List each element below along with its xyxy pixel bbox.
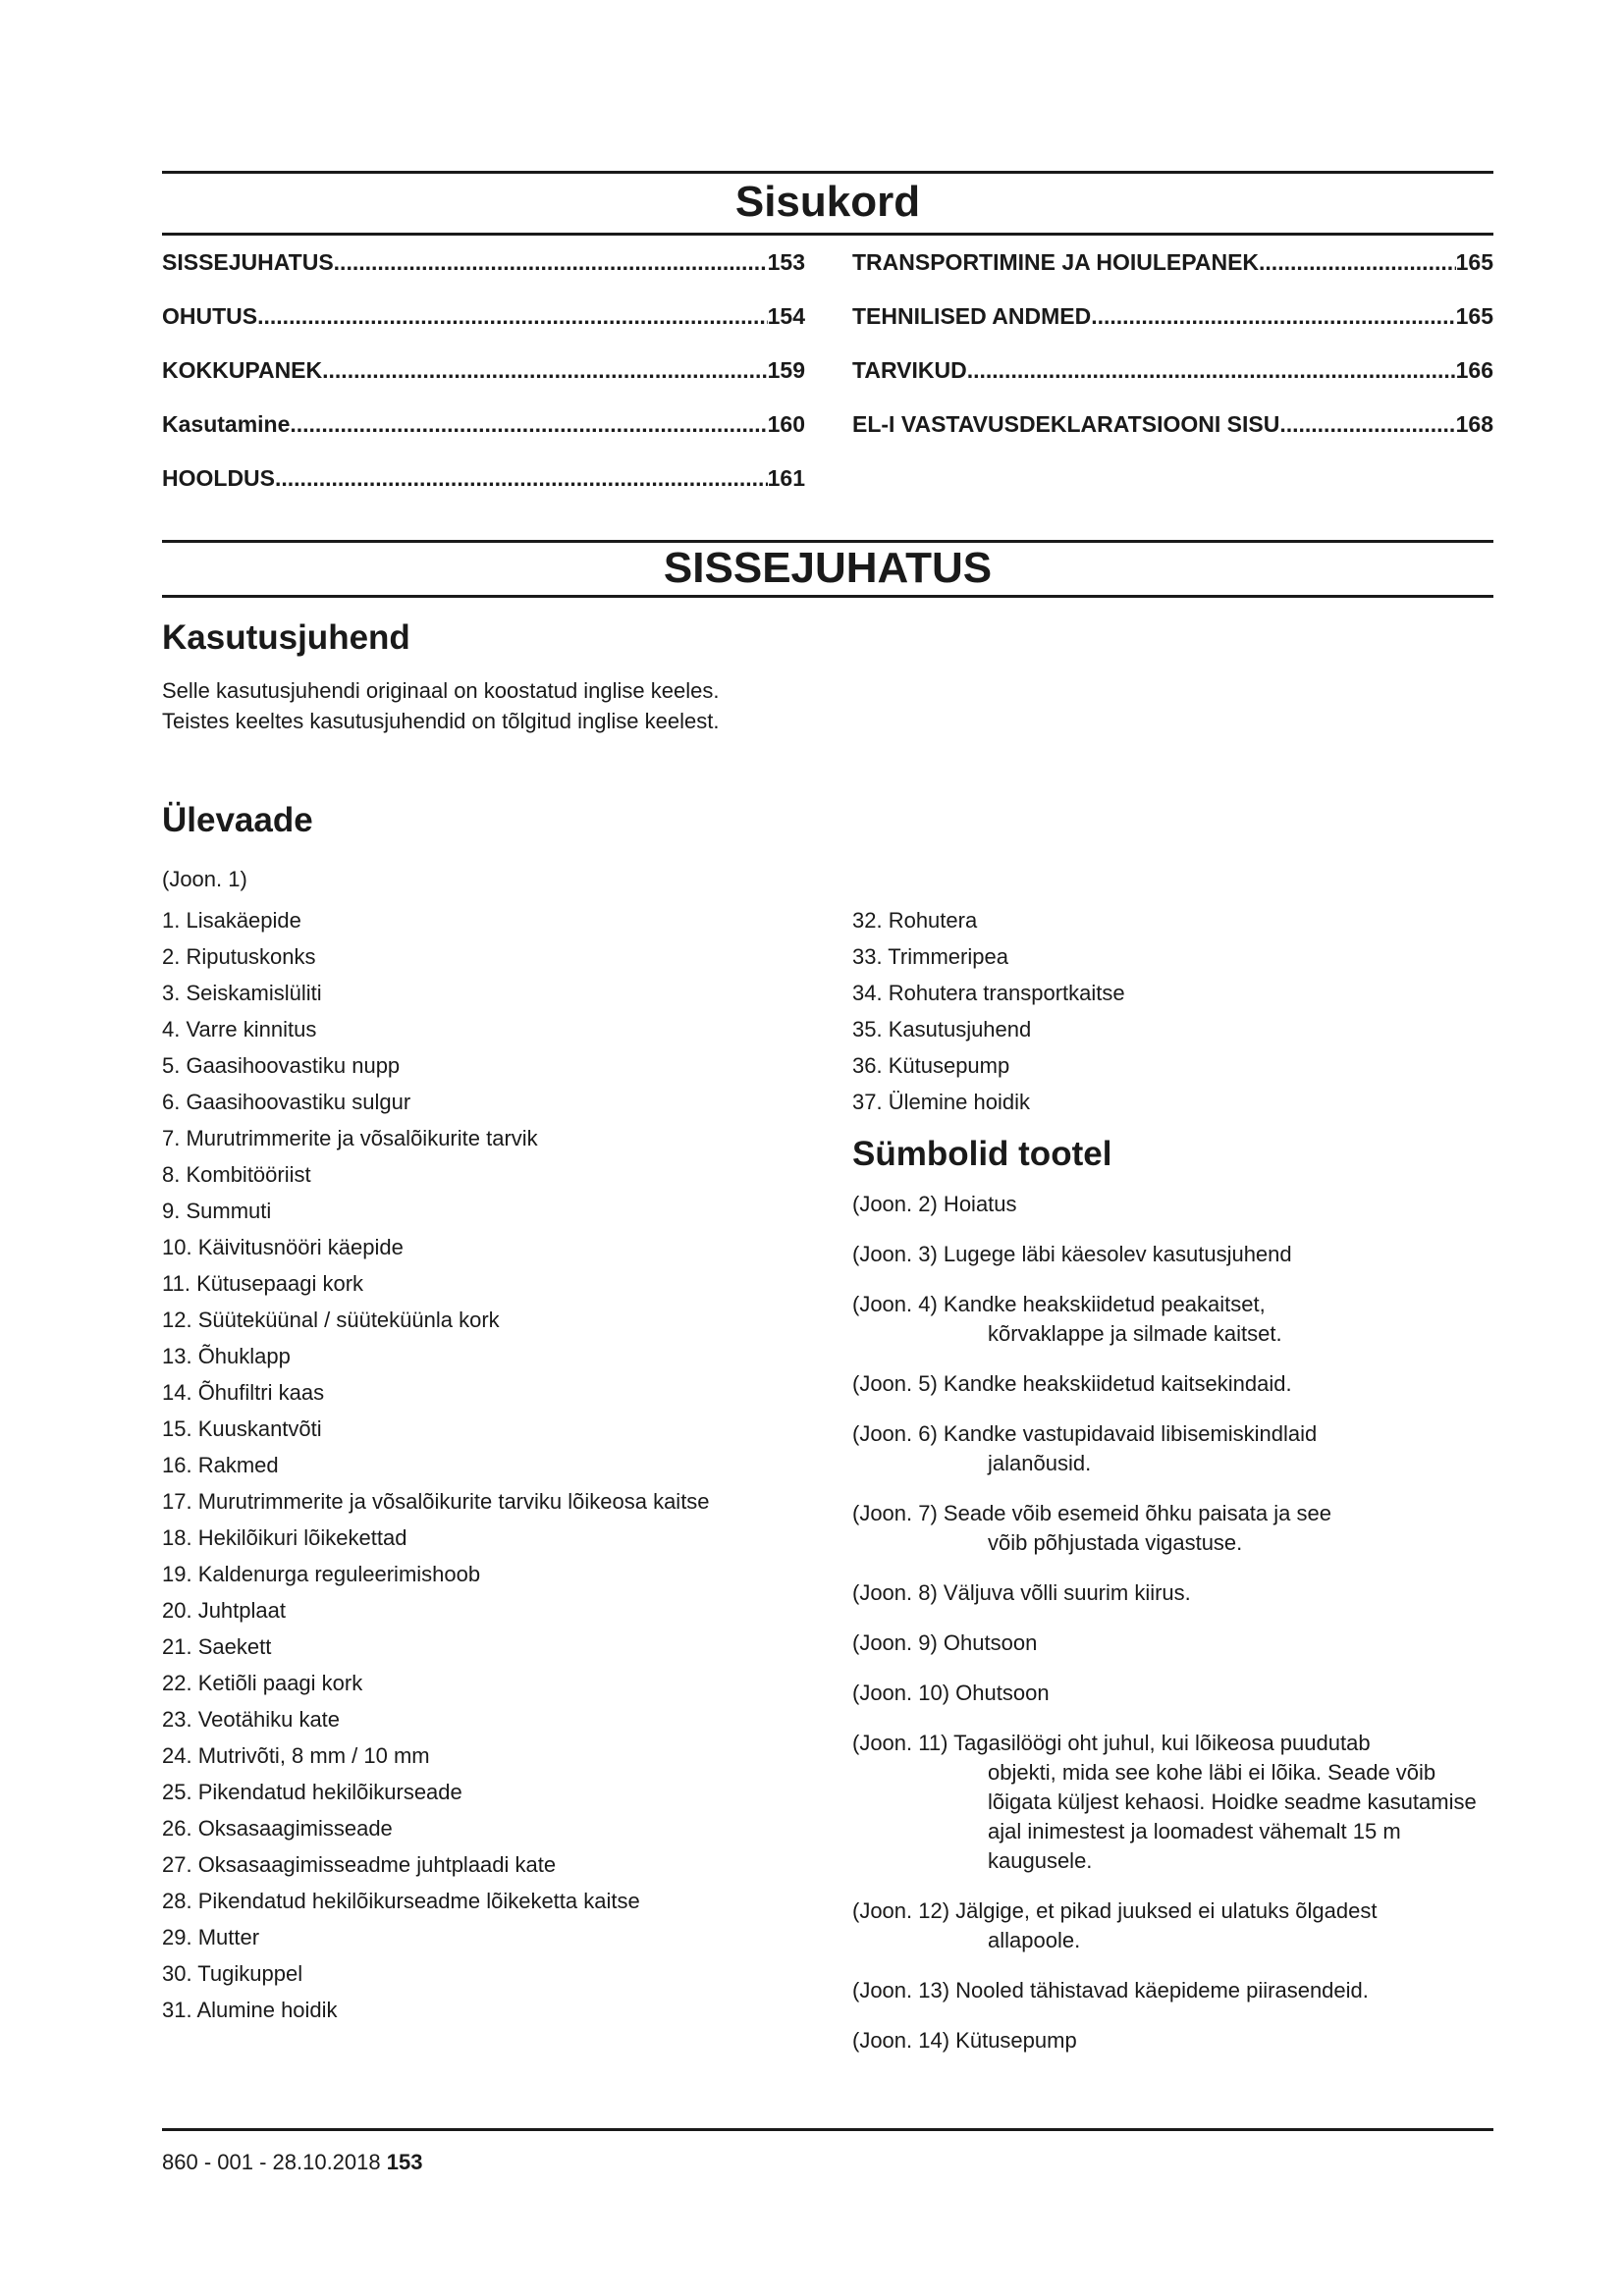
toc-leader bbox=[1091, 303, 1455, 330]
symbol-item bbox=[852, 1190, 1500, 1219]
list-item: 37. Ülemine hoidik bbox=[852, 1090, 1030, 1114]
list-item: 29. Mutter bbox=[162, 1925, 260, 1949]
toc-entry-page: 153 bbox=[767, 249, 805, 275]
toc-entry[interactable] bbox=[162, 249, 805, 303]
overview-list-left bbox=[162, 905, 761, 2031]
document-code: 860 - 001 - 28.10.2018 bbox=[162, 2150, 387, 2174]
symbol-item-lead: (Joon. 5) Kandke heakskiidetud kaitsekindaid. bbox=[852, 1371, 1292, 1396]
list-item: 19. Kaldenurga reguleerimishoob bbox=[162, 1562, 481, 1586]
toc-entry-label: TRANSPORTIMINE JA HOIULEPANEK bbox=[852, 249, 1260, 275]
toc-title: Sisukord bbox=[734, 178, 921, 226]
toc-entry-page: 160 bbox=[767, 411, 805, 437]
list-item: 18. Hekilõikuri lõikekettad bbox=[162, 1525, 407, 1550]
list-item: 4. Varre kinnitus bbox=[162, 1017, 317, 1041]
list-item: 24. Mutrivõti, 8 mm / 10 mm bbox=[162, 1743, 430, 1768]
toc-leader bbox=[275, 465, 768, 492]
toc-entry-page: 166 bbox=[1455, 357, 1493, 383]
symbol-item bbox=[852, 1240, 1500, 1269]
symbol-item bbox=[852, 1896, 1500, 1955]
list-item: 20. Juhtplaat bbox=[162, 1598, 286, 1623]
toc-leader bbox=[1279, 411, 1455, 438]
symbol-item bbox=[852, 1729, 1500, 1876]
list-item: 33. Trimmeripea bbox=[852, 944, 1008, 969]
list-item: 31. Alumine hoidik bbox=[162, 1998, 338, 2022]
symbol-item-cont: allapoole. bbox=[988, 1928, 1081, 1952]
overview-list-right bbox=[852, 905, 1481, 1123]
toc-entry-page: 159 bbox=[767, 357, 805, 383]
rule-top bbox=[162, 171, 1493, 174]
list-item: 5. Gaasihoovastiku nupp bbox=[162, 1053, 401, 1078]
section-title: SISSEJUHATUS bbox=[663, 544, 993, 592]
list-item: 13. Õhuklapp bbox=[162, 1344, 291, 1368]
rule-under-section bbox=[162, 595, 1493, 598]
toc-entry[interactable] bbox=[852, 411, 1493, 465]
toc-leader bbox=[967, 357, 1456, 384]
symbol-item-cont: jalanõusid. bbox=[988, 1451, 1092, 1475]
toc-entry-label: OHUTUS bbox=[162, 303, 258, 329]
toc-leader bbox=[334, 249, 768, 276]
symbol-item-lead: (Joon. 2) Hoiatus bbox=[852, 1192, 1017, 1216]
list-item: 8. Kombitööriist bbox=[162, 1162, 311, 1187]
toc-entry[interactable] bbox=[162, 465, 805, 519]
symbol-item-lead: (Joon. 13) Nooled tähistavad käepideme piirasendeid. bbox=[852, 1978, 1369, 2002]
list-item: 1. Lisakäepide bbox=[162, 908, 301, 933]
toc-leader bbox=[322, 357, 767, 384]
toc-entry-label: EL-I VASTAVUSDEKLARATSIOONI SISU bbox=[852, 411, 1280, 437]
symbol-item bbox=[852, 2026, 1500, 2056]
list-item: 6. Gaasihoovastiku sulgur bbox=[162, 1090, 411, 1114]
toc-right-column bbox=[852, 249, 1493, 465]
list-item: 23. Veotähiku kate bbox=[162, 1707, 341, 1732]
symbol-item-lead: (Joon. 9) Ohutsoon bbox=[852, 1630, 1038, 1655]
symbol-item-cont: kõrvaklappe ja silmade kaitset. bbox=[988, 1321, 1282, 1346]
symbol-item bbox=[852, 1419, 1500, 1478]
symbol-item-lead: (Joon. 7) Seade võib esemeid õhku paisata ja see bbox=[852, 1501, 1331, 1525]
toc-entry[interactable] bbox=[852, 357, 1493, 411]
list-item: 35. Kasutusjuhend bbox=[852, 1017, 1032, 1041]
symbol-item-lead: (Joon. 4) Kandke heakskiidetud peakaitset, bbox=[852, 1292, 1266, 1316]
symbols-list bbox=[852, 1190, 1500, 2076]
symbol-item-lead: (Joon. 3) Lugege läbi käesolev kasutusjuhend bbox=[852, 1242, 1292, 1266]
overview-heading: Ülevaade bbox=[162, 801, 313, 839]
symbol-item bbox=[852, 1499, 1500, 1558]
manual-text: Selle kasutusjuhendi originaal on koostatud inglise keeles. Teistes keeltes kasutusjuhendid on tõlgitud inglise keelest. bbox=[162, 678, 720, 733]
toc-entry-page: 165 bbox=[1455, 249, 1493, 275]
manual-heading: Kasutusjuhend bbox=[162, 618, 410, 657]
list-item: 32. Rohutera bbox=[852, 908, 978, 933]
toc-entry[interactable] bbox=[852, 303, 1493, 357]
list-item: 14. Õhufiltri kaas bbox=[162, 1380, 325, 1405]
list-item: 2. Riputuskonks bbox=[162, 944, 316, 969]
toc-entry-page: 165 bbox=[1455, 303, 1493, 329]
toc-left-column bbox=[162, 249, 805, 519]
rule-under-toc-title bbox=[162, 233, 1493, 236]
toc-leader bbox=[257, 303, 768, 330]
toc-entry-label: KOKKUPANEK bbox=[162, 357, 323, 383]
list-item: 15. Kuuskantvõti bbox=[162, 1416, 322, 1441]
symbol-item-lead: (Joon. 14) Kütusepump bbox=[852, 2028, 1077, 2053]
list-item: 28. Pikendatud hekilõikurseadme lõikeketta kaitse bbox=[162, 1889, 640, 1913]
list-item: 22. Ketiõli paagi kork bbox=[162, 1671, 363, 1695]
toc-entry-page: 161 bbox=[767, 465, 805, 491]
list-item: 21. Saekett bbox=[162, 1634, 272, 1659]
list-item: 17. Murutrimmerite ja võsalõikurite tarviku lõikeosa kaitse bbox=[162, 1489, 710, 1514]
list-item: 27. Oksasaagimisseadme juhtplaadi kate bbox=[162, 1852, 557, 1877]
toc-entry-label: SISSEJUHATUS bbox=[162, 249, 334, 275]
symbol-item bbox=[852, 1290, 1500, 1349]
symbol-item-lead: (Joon. 10) Ohutsoon bbox=[852, 1681, 1050, 1705]
toc-entry-label: Kasutamine bbox=[162, 411, 291, 437]
symbol-item-cont: objekti, mida see kohe läbi ei lõika. Seade võib lõigata küljest kehaosi. Hoidke seadme kasutamise ajal inimestest ja loomadest vähemalt 15 m kaugusele. bbox=[988, 1760, 1477, 1873]
rule-footer bbox=[162, 2128, 1493, 2131]
symbol-item-cont: võib põhjustada vigastuse. bbox=[988, 1530, 1243, 1555]
toc-entry-page: 154 bbox=[767, 303, 805, 329]
list-item: 11. Kütusepaagi kork bbox=[162, 1271, 364, 1296]
list-item: 34. Rohutera transportkaitse bbox=[852, 981, 1125, 1005]
symbol-item-lead: (Joon. 6) Kandke vastupidavaid libisemiskindlaid bbox=[852, 1421, 1318, 1446]
list-item: 36. Kütusepump bbox=[852, 1053, 1010, 1078]
toc-entry-label: HOOLDUS bbox=[162, 465, 275, 491]
toc-entry-label: TEHNILISED ANDMED bbox=[852, 303, 1092, 329]
toc-leader bbox=[1259, 249, 1456, 276]
page-number: 153 bbox=[386, 2150, 423, 2174]
list-item: 12. Süüteküünal / süüteküünla kork bbox=[162, 1308, 500, 1332]
symbol-item bbox=[852, 1976, 1500, 2005]
toc-entry[interactable] bbox=[162, 357, 805, 411]
overview-figure-ref: (Joon. 1) bbox=[162, 867, 247, 891]
list-item: 10. Käivitusnööri käepide bbox=[162, 1235, 404, 1259]
symbol-item bbox=[852, 1629, 1500, 1658]
toc-leader bbox=[290, 411, 767, 438]
list-item: 25. Pikendatud hekilõikurseade bbox=[162, 1780, 462, 1804]
list-item: 3. Seiskamislüliti bbox=[162, 981, 322, 1005]
symbol-item bbox=[852, 1369, 1500, 1399]
toc-entry-label: TARVIKUD bbox=[852, 357, 967, 383]
symbols-heading: Sümbolid tootel bbox=[852, 1135, 1112, 1173]
symbol-item-lead: (Joon. 11) Tagasilöögi oht juhul, kui lõikeosa puudutab bbox=[852, 1731, 1371, 1755]
list-item: 26. Oksasaagimisseade bbox=[162, 1816, 393, 1841]
page-footer bbox=[162, 2150, 422, 2175]
list-item: 30. Tugikuppel bbox=[162, 1961, 303, 1986]
toc-entry[interactable] bbox=[162, 411, 805, 465]
symbol-item bbox=[852, 1679, 1500, 1708]
symbol-item-lead: (Joon. 8) Väljuva võlli suurim kiirus. bbox=[852, 1580, 1191, 1605]
symbol-item bbox=[852, 1578, 1500, 1608]
list-item: 16. Rakmed bbox=[162, 1453, 279, 1477]
toc-entry[interactable] bbox=[852, 249, 1493, 303]
list-item: 7. Murutrimmerite ja võsalõikurite tarvik bbox=[162, 1126, 538, 1150]
toc-entry[interactable] bbox=[162, 303, 805, 357]
symbol-item-lead: (Joon. 12) Jälgige, et pikad juuksed ei ulatuks õlgadest bbox=[852, 1898, 1378, 1923]
list-item: 9. Summuti bbox=[162, 1199, 272, 1223]
toc-entry-page: 168 bbox=[1455, 411, 1493, 437]
